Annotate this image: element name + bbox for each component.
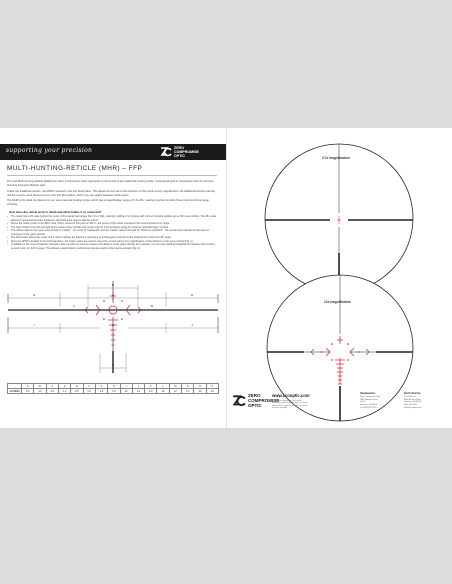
- table-header-cell: P: [206, 384, 218, 389]
- fine-print-line: All data are non-binding and subject to change without notice. Images are symbolic. Errors and omissions excepted.: [272, 402, 308, 410]
- svg-text:I: I: [33, 323, 35, 327]
- list-item: • The field marks above the center of the reticle indicate the lead for a quartering or trotting game animal moving towards the hunter at a 45° angle.: [7, 236, 221, 240]
- view-label-high: 12x magnification: [324, 300, 351, 304]
- contact-line: Fairhaven, MI 48023: [360, 403, 378, 406]
- intro-paragraph: The new Multi-Hunting-Reticle (MHR) from Zero Compromise Optic represents a refinement of the traditional hunting reticle. It was developed in cooperation with the German shooting instructor Michael Gast.: [7, 180, 214, 187]
- table-cell: 2.0: [145, 389, 157, 394]
- page-title: MULTI-HUNTING-RETICLE (MHR) – FFP: [7, 165, 143, 172]
- contact-line: sales@zcooptic.com: [404, 406, 422, 409]
- intro-text: [7, 180, 219, 209]
- table-cell: 4.0: [182, 389, 194, 394]
- table-cell: 4.0: [34, 389, 46, 394]
- table-cell: 1.5: [108, 389, 120, 394]
- table-cell: 20: [194, 389, 206, 394]
- table-header-cell: F: [83, 384, 95, 389]
- table-cell: 2.0: [46, 389, 58, 394]
- contact-headquarters: [360, 393, 400, 409]
- table-cell: 1.0: [132, 389, 144, 394]
- svg-text:B: B: [111, 283, 115, 287]
- contact-line: (586) 219-0600: [404, 403, 417, 406]
- svg-text:E: E: [111, 323, 115, 327]
- list-item: • The hash marks to the left and right of the reticle center indicate the correct lead for moving targets using the common "left-hand leap" method.: [7, 226, 221, 230]
- table-header-cell: G: [95, 384, 107, 389]
- contact-line: Zero Compromise Optic: [360, 396, 381, 399]
- contact-heading: Headquarters: [360, 392, 376, 395]
- list-item: • The reticle has a 96 scale behind the center of the reticle that ranges from 0 to 1 MIL, making it sufficient for hunting with common hunting calibres up to 300 m and further. The MIL scale allows for quick and accurate holdovers, eliminating the need to dial the turrets.: [7, 215, 221, 222]
- table-cell: 12: [120, 389, 132, 394]
- svg-text:H: H: [190, 293, 194, 297]
- page-fold: [226, 128, 227, 428]
- dimension-table: [7, 383, 219, 394]
- table-header-cell: A: [22, 384, 34, 389]
- reticle-dimension-diagram: [0, 263, 226, 398]
- table-cell: 3.0: [95, 389, 107, 394]
- table-row-label: cm/100m: [9, 389, 20, 393]
- view-label-low: 3.7x magnification: [322, 156, 350, 160]
- feature-list: [7, 215, 221, 250]
- logo-line: OPTIC: [248, 403, 262, 408]
- list-item: • The reticle marks in the upper area provide a "Leader" - the circle of "loaded-ish" and the marker marked the lead for "Shoot-on-playback". The arrows then indicate the direction of movement of the game animal.: [7, 229, 221, 236]
- table-header-cell: N: [182, 384, 194, 389]
- intro-paragraph: The MHR is the ideal complement to our new universal hunting scope, which has a magnification range of 3.7x-25x, making it perfect for both driven hunts and long-range shooting.: [7, 199, 209, 206]
- intro-paragraph: Unlike the traditional reticles, the MHR is located in the first focal plane. This allows the full use of the functions of the reticle at any magnification. No additional function like the red dot must be used during a hunt in the dim illumination, which you can switch between reticle gears.: [7, 189, 216, 197]
- fine-print-line: © 2022 Zero Compromise Optic GmbH.: [272, 400, 302, 402]
- logo-line: COMPROMISE: [174, 150, 199, 154]
- contact-line: 1080 Shoreline Drive: [360, 398, 378, 401]
- section-question: How does the reticle work in detail and what makes it so universal?: [9, 210, 102, 214]
- table-cell: 8.0: [22, 389, 34, 394]
- reticle-low-svg: [264, 143, 414, 293]
- table-header-cell: D: [58, 384, 70, 389]
- table-cell: 4.0: [206, 389, 218, 394]
- contact-line: Tel. (810) 987-1234: [360, 406, 377, 409]
- contact-line: 4040 Hanford Road: [404, 398, 421, 401]
- table-cell: 12: [169, 389, 181, 394]
- table-header-cell: I: [120, 384, 132, 389]
- table-header-cell: H: [108, 384, 120, 389]
- contact-line: ZCO USA LLC: [404, 396, 417, 399]
- brochure-sheet: [0, 128, 452, 428]
- contact-line: Fairhaven, MI 48023: [404, 401, 422, 404]
- table-header-cell: J: [132, 384, 144, 389]
- website-link[interactable]: www.zcooptic.com: [272, 393, 310, 398]
- svg-text:D: D: [150, 304, 154, 308]
- table-header-cell: K: [145, 384, 157, 389]
- zco-logo-icon: [232, 394, 246, 408]
- table-header-cell: C: [46, 384, 58, 389]
- logo-line: ZERO: [174, 146, 184, 150]
- logo-line: ZERO: [248, 393, 261, 398]
- table-cell: 0.5: [71, 389, 83, 394]
- reticle-diagram-svg: [0, 263, 226, 383]
- table-header-cell: M: [169, 384, 181, 389]
- list-item: • Above the reticle center is the BDC mark. When zeroed to this point at 100 m, the center of the reticle represents the recommended zero range.: [7, 222, 221, 226]
- svg-text:G: G: [32, 293, 36, 297]
- header-band: [0, 144, 226, 160]
- contact-heading: North America: [404, 392, 421, 395]
- zco-logo-icon: [160, 146, 172, 158]
- list-item: • Since the MHR is located in the first focal plane, the reticle marks are used to select the correct lead in any magnification, of the distance to the game animal (Fig. 1).: [7, 240, 221, 244]
- svg-text:F: F: [112, 363, 114, 367]
- reticle-view-low: [264, 143, 414, 293]
- table-header-cell: O: [194, 384, 206, 389]
- table-cell: 15: [157, 389, 169, 394]
- table-header-cell: E: [71, 384, 83, 389]
- list-item: • In addition to the correct holdover, the field marks can also be used to measure the distance to the game animal. For example, if a roe buck standing broadside fits between the first and second mark, it is 100 m away. This distance determination method can also be used for other game animals (Fig. 2).: [7, 243, 221, 250]
- brand-logo: [160, 146, 199, 158]
- tagline: supporting your precision: [6, 147, 93, 154]
- table-cell: 6.0: [83, 389, 95, 394]
- logo-line: COMPROMISE: [248, 398, 280, 403]
- contact-line: Unit 4: [360, 401, 365, 404]
- table-header-cell: L: [157, 384, 169, 389]
- title-divider: [7, 175, 217, 176]
- contact-north-america: [404, 393, 444, 409]
- svg-text:A: A: [111, 293, 115, 297]
- svg-text:J: J: [191, 323, 193, 327]
- table-header-cell: B: [34, 384, 46, 389]
- footer: [232, 392, 446, 422]
- fine-print: [272, 400, 310, 410]
- logo-wordmark: [174, 146, 199, 158]
- logo-line: OPTIC: [174, 154, 185, 158]
- svg-text:C: C: [72, 304, 76, 308]
- table-cell: 1.0: [58, 389, 70, 394]
